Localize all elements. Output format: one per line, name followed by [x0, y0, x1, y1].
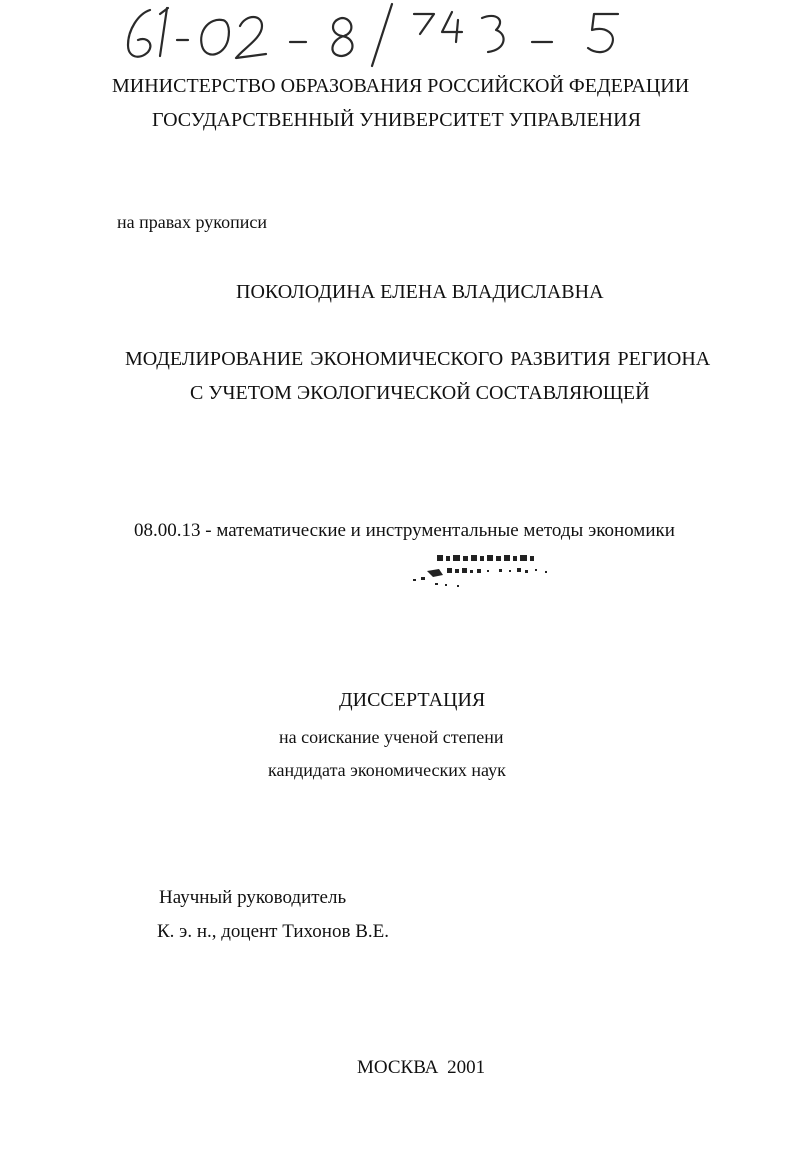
university-heading: ГОСУДАРСТВЕННЫЙ УНИВЕРСИТЕТ УПРАВЛЕНИЯ: [152, 109, 641, 131]
author-name: ПОКОЛОДИНА ЕЛЕНА ВЛАДИСЛАВНА: [236, 281, 604, 303]
degree-line-1: на соискание ученой степени: [279, 727, 504, 747]
degree-line-2: кандидата экономических наук: [268, 760, 506, 780]
advisor-label: Научный руководитель: [159, 887, 347, 908]
city-and-year: МОСКВА 2001: [357, 1057, 486, 1078]
dissertation-title-line-1: МОДЕЛИРОВАНИЕ ЭКОНОМИЧЕСКОГО РАЗВИТИЯ РЕГИОНА: [125, 348, 711, 370]
specialty-code: 08.00.13 - математические и инструментальные методы экономики: [134, 520, 675, 541]
ministry-heading: МИНИСТЕРСТВО ОБРАЗОВАНИЯ РОССИЙСКОЙ ФЕДЕРАЦИИ: [112, 75, 690, 97]
manuscript-note: на правах рукописи: [117, 212, 267, 232]
document-type: ДИССЕРТАЦИЯ: [339, 689, 486, 711]
library-stamp-icon: [405, 553, 565, 597]
advisor-name: К. э. н., доцент Тихонов В.Е.: [157, 921, 389, 942]
handwritten-catalog-code: [0, 0, 798, 75]
dissertation-title-line-2: С УЧЕТОМ ЭКОЛОГИЧЕСКОЙ СОСТАВЛЯЮЩЕЙ: [190, 382, 650, 404]
